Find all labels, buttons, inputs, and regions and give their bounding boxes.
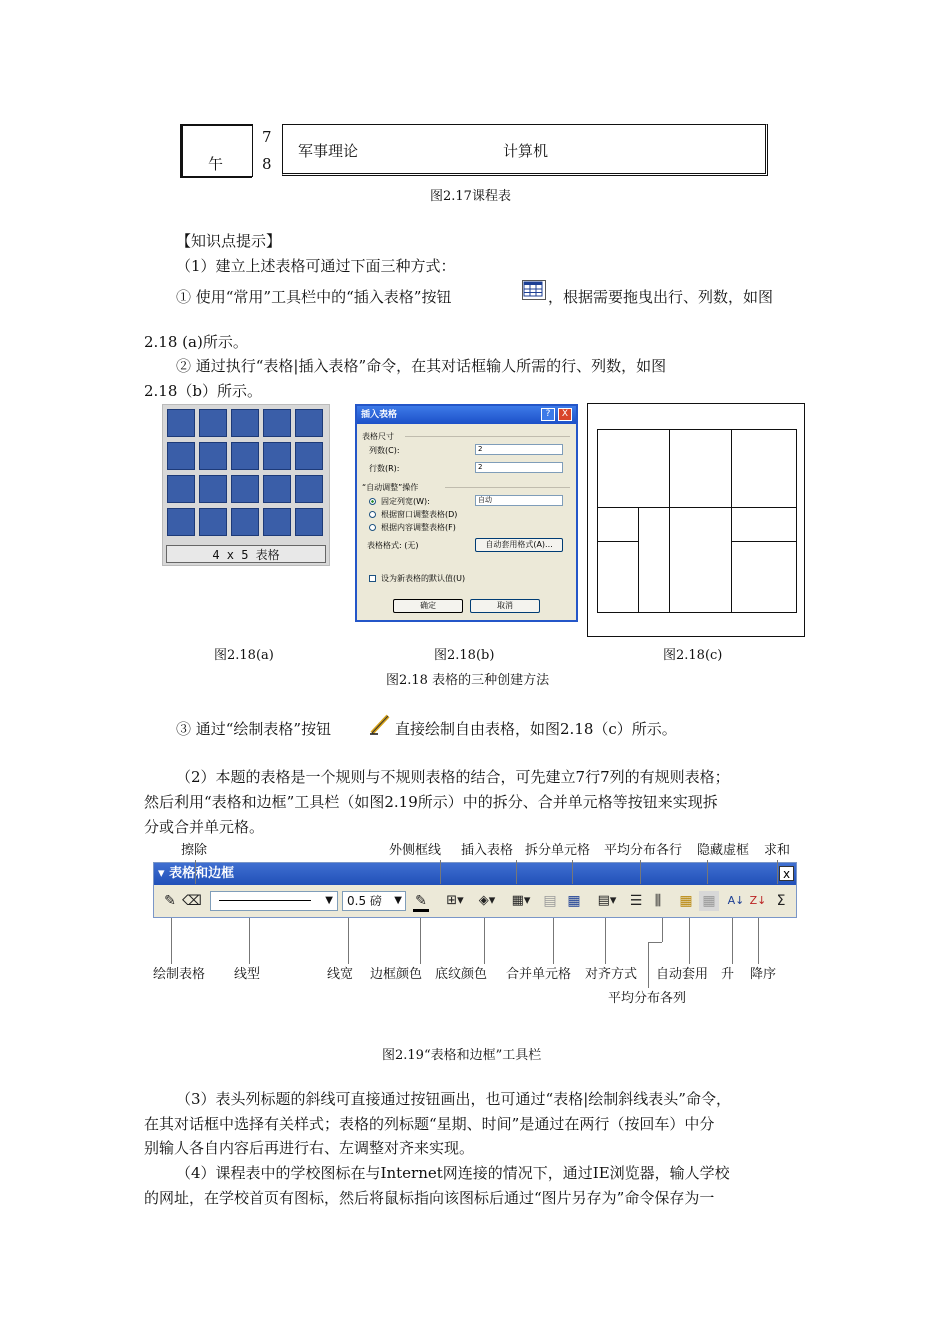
toolbar-menu-arrow-icon[interactable]: ▾ (158, 866, 170, 881)
cols-label: 列数(C): (369, 446, 400, 455)
label-sum: 求和 (764, 843, 791, 858)
paragraph-3-line1: （3）表头列标题的斜线可直接通过按钮画出，也可通过“表格|绘制斜线表头”命令， (176, 1090, 731, 1108)
autoformat-button[interactable]: 自动套用格式(A)... (475, 538, 563, 552)
caption-fig-2-18: 图2.18 表格的三种创建方法 (386, 673, 550, 688)
toolbar-title: 表格和边框 (169, 866, 235, 881)
distribute-rows-icon[interactable]: ☰ (629, 893, 643, 909)
align-icon[interactable]: ▤▾ (597, 893, 617, 908)
label-line-style: 线型 (234, 967, 261, 982)
paragraph-1: （1）建立上述表格可通过下面三种方式： (176, 257, 456, 275)
close-button[interactable]: X (558, 408, 572, 421)
leader-line (440, 860, 441, 884)
leader-line (516, 860, 517, 884)
label-merge-cells: 合并单元格 (506, 967, 572, 982)
leader-line (662, 918, 663, 942)
table-line (669, 429, 670, 613)
label-insert-table: 插入表格 (461, 843, 514, 858)
grid-cell[interactable] (199, 508, 227, 536)
paragraph-4-line2: 的网址，在学校首页有图标，然后将鼠标指向该图标后通过“图片另存为”命令保存为一 (144, 1189, 715, 1207)
schedule-border (180, 124, 183, 177)
leader-line (249, 918, 250, 964)
caption-fig-2-18c: 图2.18(c) (663, 648, 723, 663)
grid-cell[interactable] (199, 475, 227, 503)
leader-line (777, 860, 778, 884)
eraser-icon[interactable]: ⌫ (182, 893, 202, 909)
schedule-border (180, 124, 252, 126)
outside-border-icon[interactable]: ⊞▾ (446, 893, 464, 908)
line-style-sample (219, 900, 311, 901)
course-military: 军事理论 (298, 142, 359, 160)
label-split-cells: 拆分单元格 (525, 843, 591, 858)
radio-fixed[interactable] (369, 498, 376, 505)
default-checkbox[interactable] (369, 575, 376, 582)
grid-cell[interactable] (167, 442, 195, 470)
paragraph-1a: ① 使用“常用”工具栏中的“插入表格”按钮 (176, 288, 452, 306)
paragraph-2-line1: （2）本题的表格是一个规则与不规则表格的结合，可先建立7行7列的有规则表格； (176, 768, 730, 786)
table-line (597, 541, 638, 542)
divider (445, 487, 570, 488)
default-checkbox-label: 设为新表格的默认值(U) (381, 574, 466, 583)
tables-borders-toolbar (153, 862, 797, 918)
insert-table-menu-icon[interactable]: ▦▾ (511, 893, 531, 908)
table-line (731, 541, 797, 542)
paragraph-3-line3: 别输人各自内容后再进行右、左调整对齐来实现。 (144, 1139, 475, 1157)
border-color-swatch (413, 909, 429, 912)
leader-line (648, 942, 662, 943)
label-distribute-rows: 平均分布各行 (604, 843, 683, 858)
grid-cell[interactable] (167, 409, 195, 437)
grid-size-label: 4 x 5 表格 (166, 545, 326, 563)
rows-input[interactable]: 2 (475, 462, 563, 473)
label-hide-gridlines: 隐藏虚框 (697, 843, 750, 858)
leader-line (732, 918, 733, 964)
leader-line (348, 918, 349, 964)
insert-table-dialog (355, 404, 578, 622)
grid-cell[interactable] (263, 409, 291, 437)
line-weight-select[interactable] (342, 891, 406, 911)
table-autoformat-icon[interactable]: ▦ (679, 893, 693, 909)
schedule-border (180, 176, 252, 178)
shading-color-icon[interactable]: ◈▾ (478, 893, 496, 908)
autosum-icon[interactable]: Σ (776, 893, 786, 909)
help-button[interactable]: ? (541, 408, 555, 421)
label-align: 对齐方式 (585, 967, 638, 982)
schedule-border (252, 124, 253, 177)
freeform-table (587, 403, 805, 637)
leader-line (553, 918, 554, 964)
caption-fig-2-18b: 图2.18(b) (434, 648, 495, 663)
ok-button[interactable]: 确定 (393, 599, 463, 613)
cancel-button[interactable]: 取消 (470, 599, 540, 613)
dropdown-arrow-icon: ▼ (325, 895, 333, 906)
radio-content[interactable] (369, 524, 376, 531)
fixed-width-input[interactable]: 自动 (475, 495, 563, 506)
leader-line (648, 942, 649, 988)
grid-cell[interactable] (295, 508, 323, 536)
paragraph-4-line1: （4）课程表中的学校图标在与Internet网连接的情况下，通过IE浏览器，输人学校 (176, 1164, 730, 1182)
paragraph-1a-line2: 2.18 (a)所示。 (144, 333, 248, 351)
line-style-select[interactable] (210, 891, 338, 911)
grid-cell[interactable] (231, 508, 259, 536)
leader-line (420, 918, 421, 964)
leader-line (171, 918, 172, 964)
distribute-cols-icon[interactable]: ⫼ (654, 893, 662, 909)
table-line (731, 429, 732, 613)
table-line (638, 507, 639, 613)
grid-cell[interactable] (199, 409, 227, 437)
leader-line (572, 860, 573, 884)
toolbar-titlebar (154, 863, 796, 885)
leader-line (689, 918, 690, 964)
afternoon-label: 午 (208, 155, 224, 173)
split-cells-icon[interactable]: ▦ (567, 893, 581, 909)
grid-cell[interactable] (263, 442, 291, 470)
leader-line (707, 860, 708, 884)
sort-ascending-icon[interactable]: A↓ (727, 894, 745, 907)
paragraph-1c-cont: 直接绘制自由表格，如图2.18（c）所示。 (395, 720, 677, 738)
label-border-color: 边框颜色 (370, 967, 423, 982)
insert-table-icon (522, 280, 546, 300)
leader-line (605, 918, 606, 964)
toolbar-close-button[interactable]: x (779, 866, 794, 881)
table-line (597, 507, 797, 508)
pencil-icon (368, 713, 392, 735)
grid-cell[interactable] (263, 475, 291, 503)
leader-line (484, 918, 485, 964)
grid-cell[interactable] (231, 442, 259, 470)
table-format-label: 表格格式: (无) (367, 541, 419, 550)
grid-cell[interactable] (295, 475, 323, 503)
opt-content-label: 根据内容调整表格(F) (381, 523, 456, 532)
leader-line (640, 860, 641, 884)
grid-cell[interactable] (295, 442, 323, 470)
label-draw-table: 绘制表格 (153, 967, 206, 982)
period-8: 8 (262, 155, 272, 173)
grid-cell[interactable] (295, 409, 323, 437)
paragraph-1b-line2: 2.18（b）所示。 (144, 382, 263, 400)
toolbar-body (154, 885, 796, 917)
dialog-title: 插入表格 (357, 406, 576, 424)
paragraph-3-line2: 在其对话框中选择有关样式；表格的列标题“星期、时间”是通过在两行（按回车）中分 (144, 1115, 715, 1133)
label-erase: 擦除 (181, 843, 208, 858)
leader-line (758, 918, 759, 964)
border-color-icon[interactable]: ✎ (415, 893, 427, 909)
dropdown-arrow-icon: ▼ (394, 895, 402, 906)
rows-label: 行数(R): (369, 464, 400, 473)
caption-fig-2-18a: 图2.18(a) (214, 648, 274, 663)
fixed-width-label: 固定列宽(W): (381, 497, 430, 506)
paragraph-1b: ② 通过执行“表格|插入表格”命令，在其对话框输人所需的行、列数，如图 (176, 357, 667, 375)
label-distribute-cols: 平均分布各列 (608, 991, 687, 1006)
label-ascending: 升 (721, 967, 735, 982)
sort-descending-icon[interactable]: Z↓ (749, 894, 767, 907)
table-grid-picker (162, 404, 330, 566)
opt-window-label: 根据窗口调整表格(D) (381, 510, 458, 519)
leader-line (195, 860, 196, 884)
label-descending: 降序 (750, 967, 777, 982)
draw-table-icon[interactable]: ✎ (164, 893, 176, 909)
paragraph-2-line3: 分或合并单元格。 (144, 818, 265, 836)
label-outside-border: 外侧框线 (389, 843, 442, 858)
group-autofit-label: “自动调整”操作 (362, 483, 419, 492)
grid-cell[interactable] (167, 475, 195, 503)
divider (405, 436, 570, 437)
label-autoformat: 自动套用 (656, 967, 709, 982)
caption-fig-2-17: 图2.17课程表 (430, 189, 511, 204)
grid-cell[interactable] (199, 442, 227, 470)
course-computer: 计算机 (503, 142, 549, 160)
paragraph-2-line2: 然后利用“表格和边框”工具栏（如图2.19所示）中的拆分、合并单元格等按钮来实现拆 (144, 793, 718, 811)
hide-gridlines-icon[interactable]: ▦ (699, 891, 719, 911)
period-7: 7 (262, 128, 272, 146)
caption-fig-2-19: 图2.19“表格和边框”工具栏 (382, 1048, 542, 1063)
paragraph-1c: ③ 通过“绘制表格”按钮 (176, 720, 332, 738)
label-line-weight: 线宽 (327, 967, 354, 982)
group-size-label: 表格尺寸 (362, 432, 394, 441)
line-weight-value: 0.5 磅 (347, 894, 382, 908)
table-outline (597, 429, 797, 613)
paragraph-1a-cont: ，根据需要拖曳出行、列数，如图 (548, 288, 774, 306)
radio-window[interactable] (369, 511, 376, 518)
label-shading-color: 底纹颜色 (435, 967, 488, 982)
grid-cell[interactable] (231, 409, 259, 437)
merge-cells-icon[interactable]: ▤ (543, 893, 557, 909)
section-heading: 【知识点提示】 (176, 232, 282, 250)
grid-cell[interactable] (263, 508, 291, 536)
grid-cell[interactable] (231, 475, 259, 503)
cols-input[interactable]: 2 (475, 444, 563, 455)
grid-cell[interactable] (167, 508, 195, 536)
